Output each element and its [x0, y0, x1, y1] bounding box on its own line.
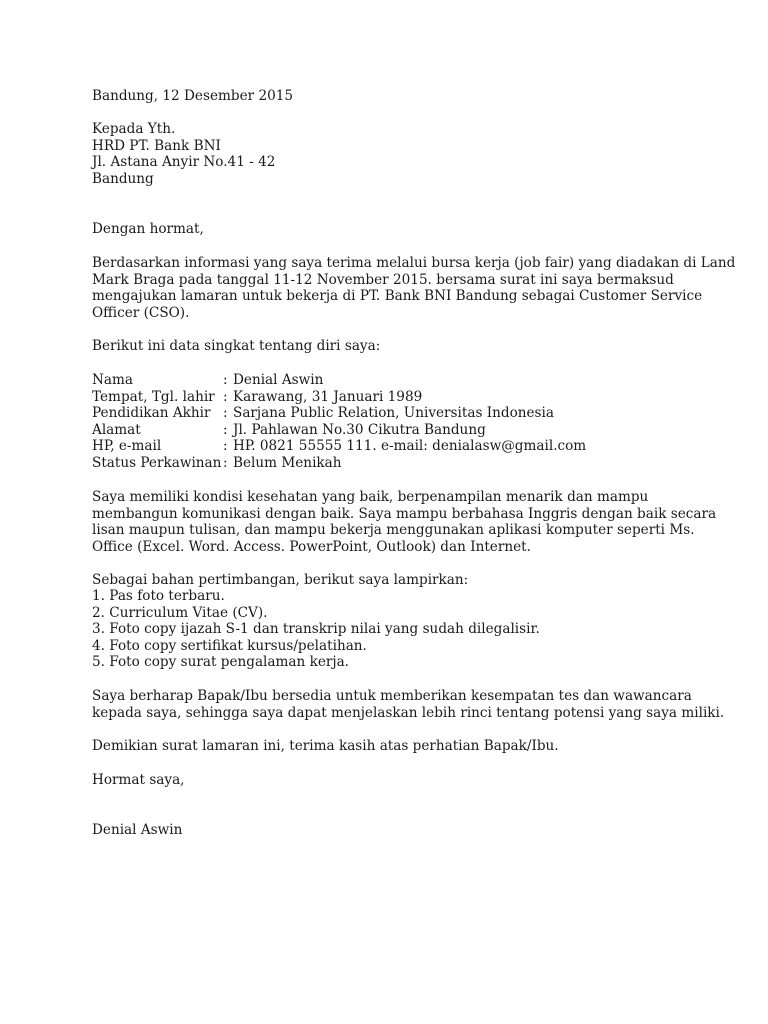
- bio-value: Belum Menikah: [233, 454, 342, 471]
- bio-separator: :: [223, 421, 228, 438]
- bio-row: [92, 372, 692, 389]
- bio-label: Alamat: [92, 421, 141, 438]
- bio-separator: :: [223, 438, 228, 455]
- closing-text: Hormat saya,: [92, 772, 185, 788]
- bio-label: Tempat, Tgl. lahir: [92, 388, 215, 405]
- list-item: 1. Pas foto terbaru.: [92, 588, 225, 604]
- list-item: 3. Foto copy ijazah S-1 dan transkrip nilai yang sudah dilegalisir.: [92, 621, 540, 638]
- paragraph-line: lisan maupun tulisan, dan mampu bekerja menggunakan aplikasi komputer seperti Ms.: [92, 522, 695, 539]
- bio-label: Status Perkawinan: [92, 454, 222, 471]
- bio-label: Pendidikan Akhir: [92, 405, 211, 422]
- paragraph-line: Saya berharap Bapak/Ibu bersedia untuk memberikan kesempatan tes dan wawancara: [92, 688, 692, 704]
- salutation: [92, 221, 692, 238]
- intro-paragraph: [92, 255, 736, 321]
- signature-name: [92, 822, 692, 839]
- recipient-line: Bandung: [92, 170, 154, 187]
- closing: [92, 772, 692, 789]
- bio-row: [92, 455, 692, 472]
- recipient-block: [92, 121, 692, 187]
- bio-intro: [92, 338, 692, 355]
- date-line: [92, 88, 692, 105]
- paragraph-line: Mark Braga pada tanggal 11-12 November 2015. bersama surat ini saya bermaksud: [92, 271, 674, 288]
- paragraph-line: membangun komunikasi dengan baik. Saya mampu berbahasa Inggris dengan baik secara: [92, 505, 717, 522]
- attachments-intro-text: Sebagai bahan pertimbangan, berikut saya lampirkan:: [92, 572, 469, 588]
- paragraph-line: Officer (CSO).: [92, 304, 190, 321]
- hope-paragraph: [92, 688, 725, 721]
- bio-row: [92, 438, 692, 455]
- recipient-line: Jl. Astana Anyir No.41 - 42: [92, 154, 276, 171]
- bio-row: [92, 422, 692, 439]
- bio-value: Sarjana Public Relation, Universitas Indonesia: [233, 405, 554, 422]
- bio-separator: :: [223, 372, 228, 388]
- paragraph-line: Saya memiliki kondisi kesehatan yang baik, berpenampilan menarik dan mampu: [92, 489, 649, 505]
- bio-separator: :: [223, 454, 228, 471]
- bio-row: [92, 405, 692, 422]
- signature-name-text: Denial Aswin: [92, 822, 183, 838]
- list-item: 5. Foto copy surat pengalaman kerja.: [92, 654, 349, 671]
- bio-value: Jl. Pahlawan No.30 Cikutra Bandung: [233, 421, 486, 438]
- bio-intro-text: Berikut ini data singkat tentang diri saya:: [92, 338, 381, 354]
- bio-label: HP, e-mail: [92, 438, 162, 455]
- bio-value: Denial Aswin: [233, 372, 324, 388]
- paragraph-line: mengajukan lamaran untuk bekerja di PT. Bank BNI Bandung sebagai Customer Service: [92, 288, 703, 305]
- closing-sentence-text: Demikian surat lamaran ini, terima kasih atas perhatian Bapak/Ibu.: [92, 738, 559, 754]
- paragraph-line: Office (Excel. Word. Access. PowerPoint, Outlook) dan Internet.: [92, 538, 531, 555]
- skills-paragraph: [92, 489, 717, 555]
- closing-sentence: [92, 738, 692, 755]
- bio-label: Nama: [92, 372, 133, 388]
- attachments-list: [92, 588, 692, 671]
- bio-table: [92, 372, 692, 472]
- attachments-intro: [92, 572, 692, 589]
- paragraph-line: Berdasarkan informasi yang saya terima melalui bursa kerja (job fair) yang diadakan di Land: [92, 255, 736, 271]
- bio-value: Karawang, 31 Januari 1989: [233, 388, 423, 405]
- salutation-text: Dengan hormat,: [92, 221, 204, 237]
- bio-separator: :: [223, 405, 228, 422]
- date-text: Bandung, 12 Desember 2015: [92, 88, 294, 104]
- list-item: 4. Foto copy sertifikat kursus/pelatihan.: [92, 637, 367, 654]
- paragraph-line: kepada saya, sehingga saya dapat menjelaskan lebih rinci tentang potensi yang saya miliki.: [92, 704, 725, 721]
- bio-value: HP. 0821 55555 111. e-mail: denialasw@gmail.com: [233, 438, 587, 455]
- list-item: 2. Curriculum Vitae (CV).: [92, 604, 268, 621]
- bio-separator: :: [223, 388, 228, 405]
- recipient-line: Kepada Yth.: [92, 121, 176, 137]
- recipient-line: HRD PT. Bank BNI: [92, 137, 221, 154]
- bio-row: [92, 389, 692, 406]
